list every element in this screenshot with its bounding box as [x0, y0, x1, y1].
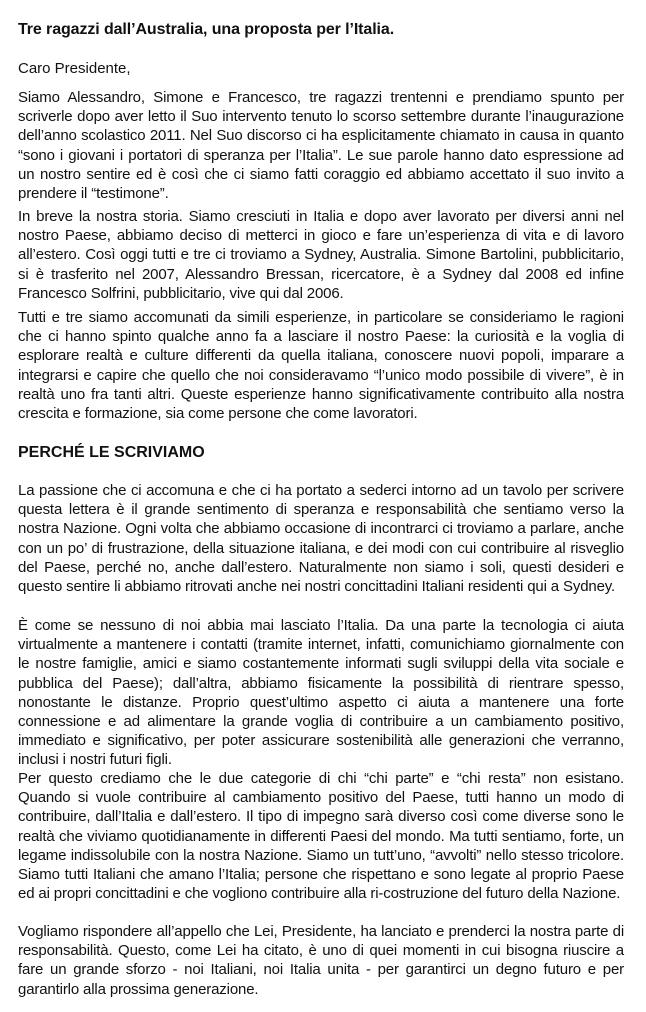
section-paragraph-1: La passione che ci accomuna e che ci ha portato a sederci intorno ad un tavolo per scrivere questa lettera è il grande sentimento di speranza e responsabilità che sentiamo verso la nostra Nazione. Ogni volta che abbiamo occasione di incontrarci ci troviamo a parlare, anche con un po’ di frustrazione, della situazione italiana, e dei modi con cui contribuire al risveglio del Paese, perché no, anche dall’estero. Naturalmente non siamo i soli, questi desideri e questo sentire li abbiamo ritrovati anche nei nostri concittadini Italiani residenti qui a Sydney.	[18, 482, 624, 596]
salutation: Caro Presidente,	[18, 60, 131, 77]
section-paragraph-3: Per questo crediamo che le due categorie di chi “chi parte” e “chi resta” non esistano. Quando si vuole contribuire al cambiamento positivo del Paese, tutti hanno un modo di contribuire, dall’Italia e dall’estero. Il tipo di impegno sarà diverso così come diverse sono le realtà che viviamo quotidianamente in differenti Paesi del mondo. Ma tutti sentiamo, forte, un legame indissolubile con la nostra Nazione. Siamo un tutt’uno, “avvolti” nello stesso tricolore. Siamo tutti Italiani che amano l’Italia; persone che rispettano e sono legate al proprio Paese ed ai propri concittadini e che vogliono contribuire alla ri-costruzione del futuro della Nazione.	[18, 770, 624, 903]
intro-paragraph-1: Siamo Alessandro, Simone e Francesco, tre ragazzi trentenni e prendiamo spunto per scriverle dopo aver letto il Suo intervento tenuto lo scorso settembre durante l’inaugurazione dell’anno scolastico 2011. Nel Suo discorso ci ha esplicitamente chiamato in causa in quanto “sono i giovani i portatori di speranza per l’Italia”. Le sue parole hanno dato espressione ad un nostro sentire ed è così che ci siamo fatti coraggio ed abbiamo accettato il suo invito a prendere il “testimone”.	[18, 89, 624, 203]
intro-paragraph-2: In breve la nostra storia. Siamo cresciuti in Italia e dopo aver lavorato per diversi anni nel nostro Paese, abbiamo deciso di metterci in gioco e fare un’esperienza di vita e di lavoro all’estero. Così oggi tutti e tre ci troviamo a Sydney, Australia. Simone Bartolini, pubblicitario, si è trasferito nel 2007, Alessandro Bressan, ricercatore, è a Sydney dal 2008 ed infine Francesco Solfrini, pubblicitario, vive qui dal 2006.	[18, 208, 624, 302]
section-paragraph-4: Vogliamo rispondere all’appello che Lei, Presidente, ha lanciato e prenderci la nostra parte di responsabilità. Questo, come Lei ha citato, è uno di quei momenti in cui bisogna riuscire a fare un grande sforzo - noi Italiani, noi Italia unita - per garantirci un degno futuro e per garantirlo alla prossima generazione.	[18, 923, 624, 998]
section-heading: PERCHÉ LE SCRIVIAMO	[18, 444, 205, 461]
intro-paragraph-3: Tutti e tre siamo accomunati da simili esperienze, in particolare se consideriamo le ragioni che ci hanno spinto qualche anno fa a lasciare il nostro Paese: la curiosità e la voglia di esplorare realtà e culture differenti da quella italiana, conoscere nuovi popoli, imparare a integrarsi e capire che quello che noi consideravamo “l’unico modo possibile di vivere”, è in realtà uno fra tanti altri. Queste esperienze hanno significativamente contribuito alla nostra crescita e formazione, sia come persone che come lavoratori.	[18, 309, 624, 423]
section-paragraph-2: È come se nessuno di noi abbia mai lasciato l’Italia. Da una parte la tecnologia ci aiuta virtualmente a mantenere i contatti (tramite internet, infatti, comunichiamo giornalmente con le nostre famiglie, amici e siamo costantemente informati sugli sviluppi della vita sociale e pubblica del Paese); dall’altra, abbiamo fisicamente la possibilità di rientrare spesso, nonostante le distanze. Proprio quest’ultimo aspetto ci aiuta a mantenere una forte connessione e ad alimentare la grande voglia di contribuire a un cambiamento positivo, immediato e significativo, per poter assicurare sostenibilità alle generazioni che verranno, inclusi i nostri futuri figli.	[18, 617, 624, 769]
document-title: Tre ragazzi dall’Australia, una proposta per l’Italia.	[18, 21, 395, 38]
